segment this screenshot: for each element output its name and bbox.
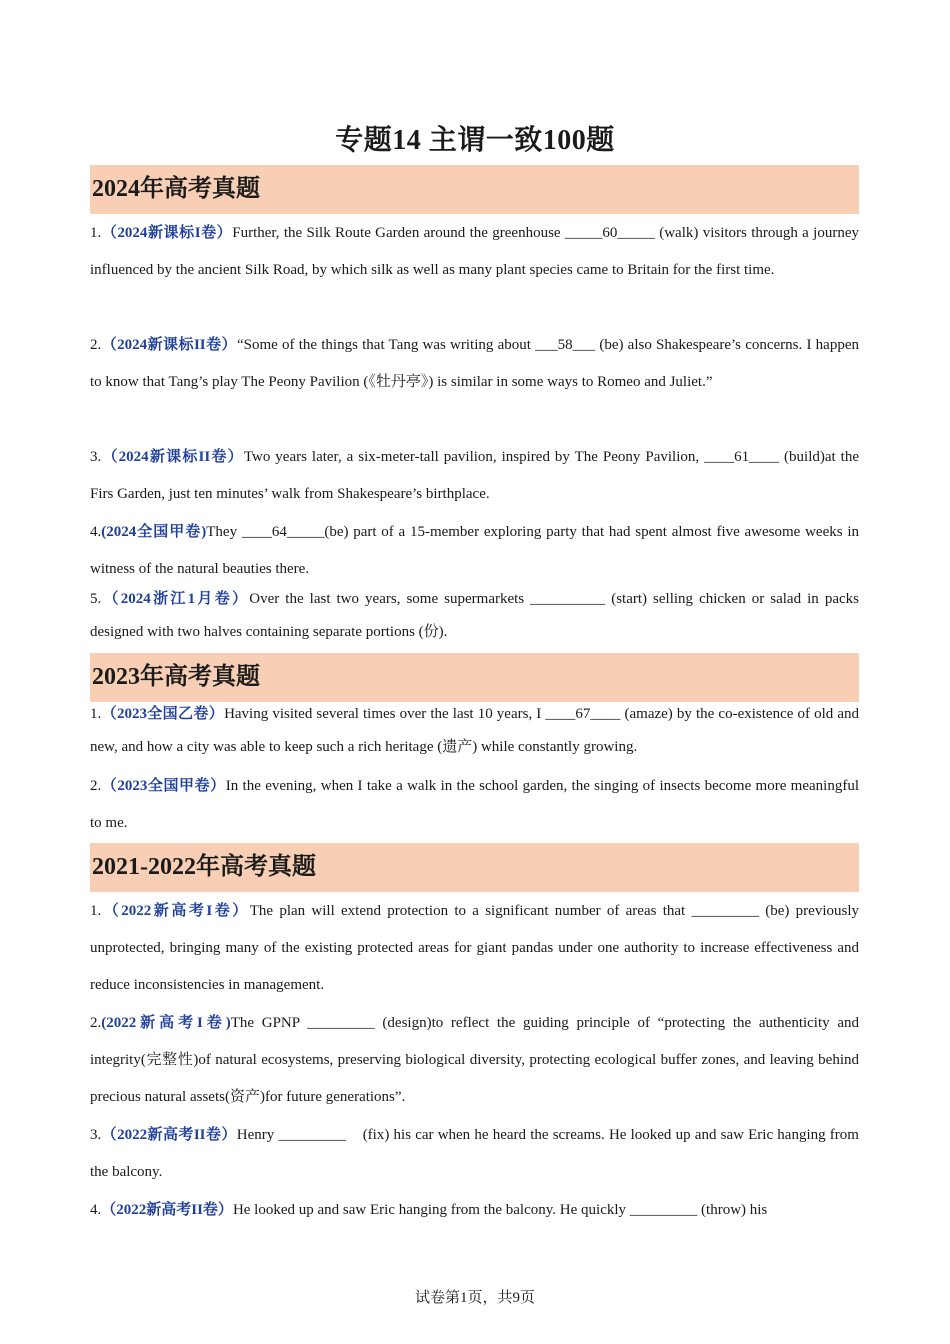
question-text-cont: (be) also Shakespeare’s concerns. I happen to know that Tang’s play The Peony Pavilion (《牡丹亭》) is similar in some ways to Romeo and Juliet.” — [90, 337, 859, 390]
answer-blank: ___58___ — [535, 337, 596, 353]
answer-blank: ____61____ — [704, 449, 780, 465]
question-number: 1. — [90, 225, 102, 241]
question-number: 4. — [90, 1202, 102, 1218]
question-2024-2 — [90, 327, 859, 401]
question-text: They — [206, 524, 242, 540]
question-text-cont: (start) selling chicken or salad in packs designed with two halves containing separate portions (份). — [90, 591, 859, 640]
question-text: Over the last two years, some supermarkets — [249, 591, 531, 607]
question-2024-3 — [90, 439, 859, 513]
question-text-cont: (be) part of a 15-member exploring party that had spent almost five awesome weeks in witness of the natural beauties there. — [90, 524, 859, 577]
question-text-cont: (walk) visitors through a journey influenced by the ancient Silk Road, by which silk as well as many plant species came to Britain for the first time. — [90, 225, 859, 278]
question-text: Two years later, a six-meter-tall pavilion, inspired by The Peony Pavilion, — [243, 449, 705, 465]
question-source: （2024新课标I卷） — [101, 225, 233, 241]
question-2024-5 — [90, 583, 859, 649]
answer-blank: _________ — [629, 1202, 698, 1218]
question-source: （2022新高考II卷） — [101, 1202, 233, 1218]
page-title: 专题14 主谓一致100题 — [335, 125, 615, 156]
question-number: 2. — [90, 337, 102, 353]
section-heading-2021-2022: 2021-2022年高考真题 — [90, 843, 859, 892]
question-2024-1 — [90, 215, 859, 289]
answer-blank: _________ — [691, 903, 759, 919]
question-text: “Some of the things that Tang was writing about — [237, 337, 536, 353]
question-source: （2024新课标II卷） — [101, 449, 244, 465]
question-2022-4 — [90, 1192, 859, 1229]
question-number: 1. — [90, 706, 102, 722]
answer-blank: ____67____ — [545, 706, 621, 722]
question-2023-1 — [90, 698, 859, 764]
question-source: （2023全国甲卷） — [101, 778, 226, 794]
question-text: The plan will extend protection to a significant number of areas that — [249, 903, 692, 919]
answer-blank: _____60_____ — [564, 225, 655, 241]
question-source: (2022新高考I卷) — [101, 1015, 231, 1031]
answer-blank: _________ — [307, 1015, 375, 1031]
question-2023-2 — [90, 768, 859, 842]
question-number: 2. — [90, 1015, 102, 1031]
question-text-cont: (design)to reflect the guiding principle of “protecting the authenticity and integrity(完整性)of natural ecosystems, preserving biological diversity, protecting ecological buffer zones, and leaving behind precious natural assets(资产)for future generations”. — [90, 1015, 859, 1105]
question-source: （2024新课标II卷） — [101, 337, 237, 353]
question-source: （2022新高考II卷） — [101, 1127, 237, 1143]
question-number: 3. — [90, 1127, 102, 1143]
question-text: Having visited several times over the last 10 years, I — [224, 706, 546, 722]
question-number: 3. — [90, 449, 102, 465]
question-text-cont: (amaze) by the co-existence of old and new, and how a city was able to keep such a rich heritage (遗产) while constantly growing. — [90, 706, 860, 755]
question-2024-4 — [90, 514, 859, 588]
question-text: Henry — [236, 1127, 279, 1143]
section-heading-2023: 2023年高考真题 — [90, 653, 859, 702]
question-2022-2 — [90, 1005, 859, 1116]
question-text-cont: (fix) his car when he heard the screams. He looked up and saw Eric hanging from the balcony. — [90, 1127, 863, 1180]
question-source: (2024全国甲卷) — [101, 524, 207, 540]
question-source: （2023全国乙卷） — [101, 706, 225, 722]
question-source: （2024浙江1月卷） — [101, 591, 250, 607]
question-number: 4. — [90, 524, 102, 540]
answer-blank: __________ — [530, 591, 606, 607]
question-number: 5. — [90, 591, 102, 607]
answer-blank: _________ — [278, 1127, 346, 1143]
question-number: 1. — [90, 903, 102, 919]
question-2022-1 — [90, 893, 859, 1004]
question-number: 2. — [90, 778, 102, 794]
question-text-cont: (throw) his — [697, 1202, 768, 1218]
answer-blank: ____64_____ — [241, 524, 325, 540]
question-2022-3 — [90, 1117, 863, 1191]
question-text-cont: (be) previously unprotected, bringing many of the existing protected areas for giant pandas under one authority to increase effectiveness and reduce inconsistencies in management. — [90, 903, 859, 993]
question-text: Further, the Silk Route Garden around the greenhouse — [232, 225, 565, 241]
question-text: The GPNP — [230, 1015, 308, 1031]
question-source: （2022新高考I卷） — [101, 903, 250, 919]
question-text: In the evening, when I take a walk in the school garden, the singing of insects become more meaningful to me. — [90, 778, 859, 831]
question-text: He looked up and saw Eric hanging from the balcony. He quickly — [232, 1202, 630, 1218]
page-footer: 试卷第1页，共9页 — [414, 1290, 535, 1306]
question-text-cont: (build)at the Firs Garden, just ten minutes’ walk from Shakespeare’s birthplace. — [90, 449, 859, 502]
section-heading-2024: 2024年高考真题 — [90, 165, 859, 214]
